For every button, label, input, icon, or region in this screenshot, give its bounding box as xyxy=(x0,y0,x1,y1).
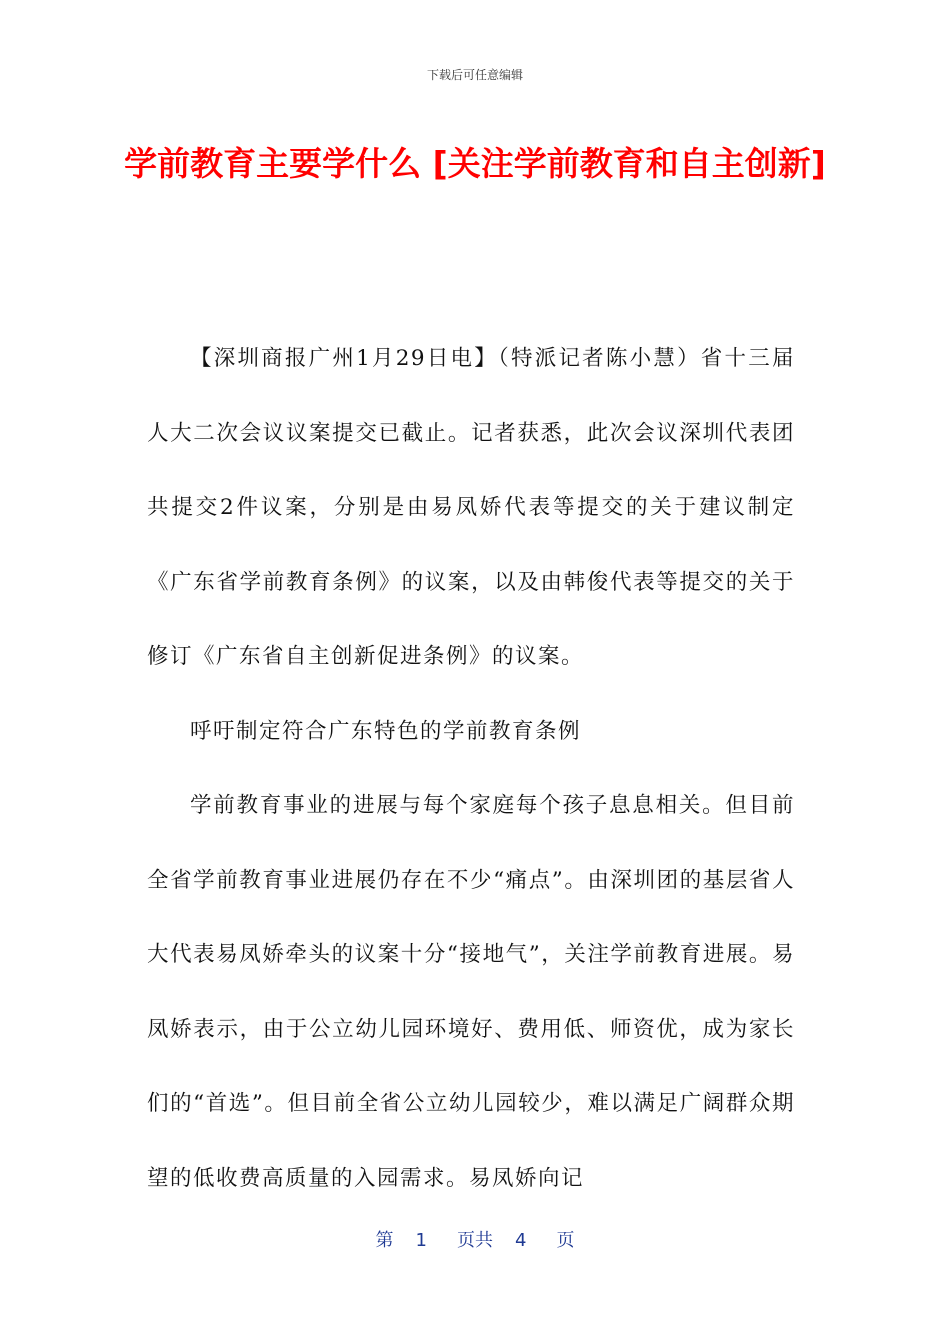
document-body xyxy=(147,322,795,1216)
footer-middle: 页共 xyxy=(457,1230,493,1251)
header-note: 下载后可任意编辑 xyxy=(426,68,523,82)
footer-total-pages: 4 xyxy=(515,1230,527,1251)
footer-prefix: 第 xyxy=(375,1230,394,1251)
footer-current-page: 1 xyxy=(415,1230,427,1251)
footer-suffix: 页 xyxy=(556,1230,575,1251)
paragraph-main: 学前教育事业的进展与每个家庭每个孩子息息相关。但目前全省学前教育事业进展仍存在不少“痛点”。由深圳团的基层省人大代表易凤娇牵头的议案十分“接地气”，关注学前教育进展。易凤娇表示，由于公立幼儿园环境好、费用低、师资优，成为家长们的“首选”。但目前全省公立幼儿园较少，难以满足广阔群众期望的低收费高质量的入园需求。易凤娇向记 xyxy=(147,793,795,1191)
document-title: 学前教育主要学什么 [关注学前教育和自主创新] xyxy=(124,144,826,183)
paragraph-subheading: 呼吁制定符合广东特色的学前教育条例 xyxy=(190,718,582,744)
paragraph-intro: 【深圳商报广州1月29日电】（特派记者陈小慧）省十三届人大二次会议议案提交已截止。记者获悉，此次会议深圳代表团共提交2件议案，分别是由易凤娇代表等提交的关于建议制定《广东省学前教育条例》的议案，以及由韩俊代表等提交的关于修订《广东省自主创新促进条例》的议案。 xyxy=(147,346,795,669)
page-footer xyxy=(0,1226,950,1252)
